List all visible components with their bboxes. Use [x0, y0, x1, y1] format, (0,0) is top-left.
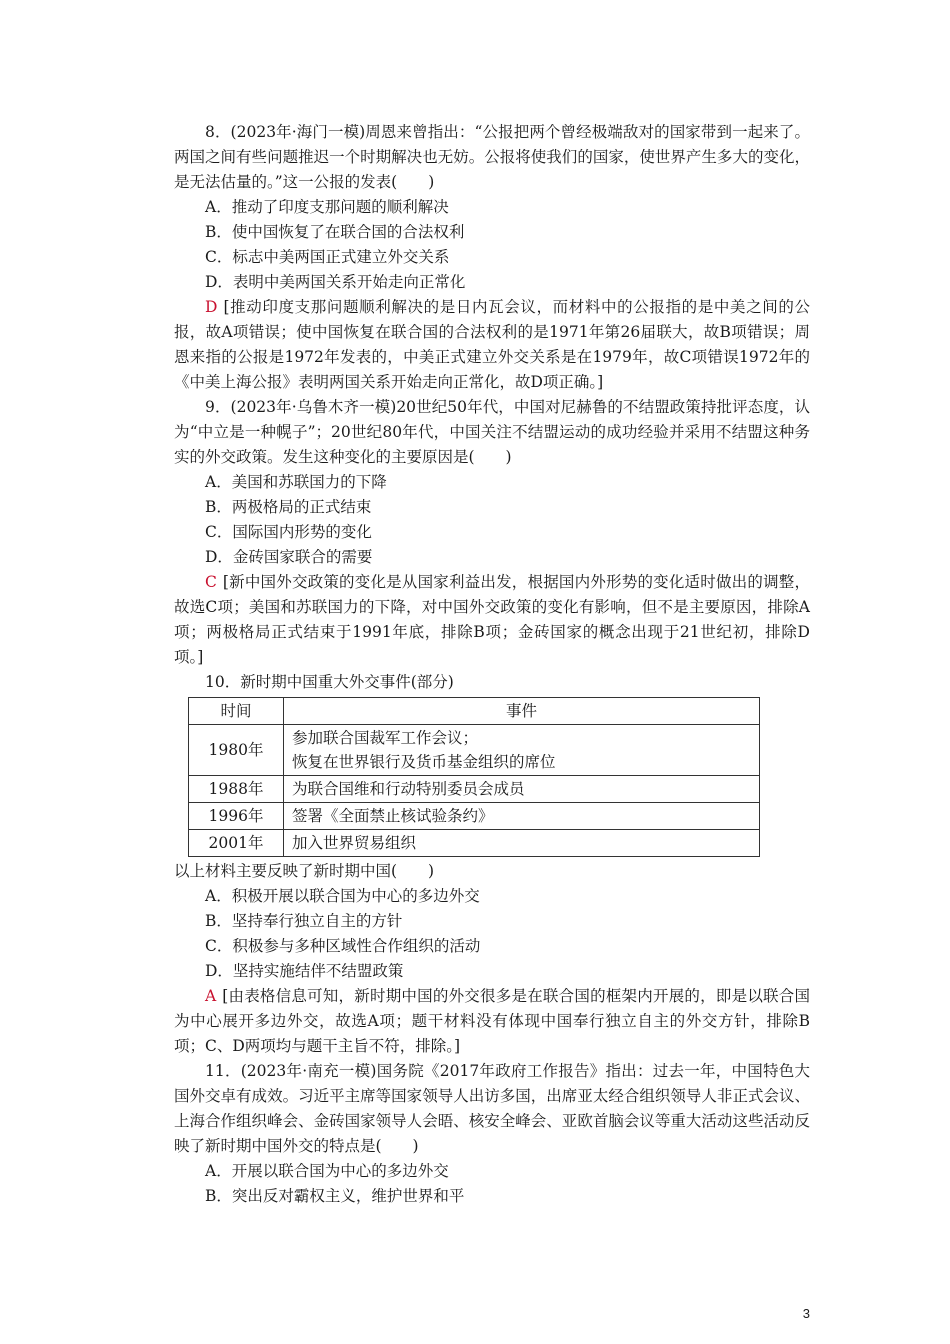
q9-answer-block	[174, 570, 810, 670]
table-cell-year: 1980年	[189, 725, 284, 776]
q9-explanation: [新中国外交政策的变化是从国家利益出发，根据国内外形势的变化适时做出的调整，故选C项；美国和苏联国力的下降，对中国外交政策的变化有影响，但不是主要原因，排除A项；两极格局正式结束于1991年底，排除B项；金砖国家的概念出现于21世纪初，排除D项。]	[174, 573, 810, 666]
q10-question: 以上材料主要反映了新时期中国( )	[174, 862, 435, 880]
q9-option-b: B．两极格局的正式结束	[205, 498, 372, 516]
table-row	[189, 803, 760, 830]
q10-option-a: A．积极开展以联合国为中心的多边外交	[205, 887, 480, 905]
q9-option-d: D．金砖国家联合的需要	[205, 548, 373, 566]
q10-option-b: B．坚持奉行独立自主的方针	[205, 912, 403, 930]
q8-explanation: [推动印度支那问题顺利解决的是日内瓦会议，而材料中的公报指的是中美之间的公报，故A项错误；使中国恢复在联合国的合法权利的是1971年第26届联大，故B项错误；周恩来指的公报是1972年发表的，中美正式建立外交关系是在1979年，故C项错误1972年的《中美上海公报》表明两国关系开始走向正常化，故D项正确。]	[174, 298, 810, 391]
document-page	[174, 120, 810, 1209]
q8-option-b: B．使中国恢复了在联合国的合法权利	[205, 223, 465, 241]
q11-option-a: A．开展以联合国为中心的多边外交	[205, 1162, 449, 1180]
table-row	[189, 830, 760, 857]
q9-answer: C	[205, 573, 217, 591]
q8-option-c: C．标志中美两国正式建立外交关系	[205, 248, 450, 266]
q10-answer: A	[205, 987, 217, 1005]
table-cell-events: 为联合国维和行动特别委员会成员	[284, 776, 760, 803]
table-cell-events: 加入世界贸易组织	[284, 830, 760, 857]
q11-option-b: B．突出反对霸权主义，维护世界和平	[205, 1187, 465, 1205]
q10-option-c: C．积极参与多种区域性合作组织的活动	[205, 937, 481, 955]
q9-option-c: C．国际国内形势的变化	[205, 523, 372, 541]
q8-option-a: A．推动了印度支那问题的顺利解决	[205, 198, 449, 216]
q10-option-d: D．坚持实施结伴不结盟政策	[205, 962, 404, 980]
event-line: 参加联合国裁军工作会议；	[292, 729, 479, 747]
table-cell-year: 1996年	[189, 803, 284, 830]
table-header-row	[189, 698, 760, 725]
q11-stem: 11．(2023年·南充一模)国务院《2017年政府工作报告》指出：过去一年，中国特色大国外交卓有成效。习近平主席等国家领导人出访多国，出席亚太经合组织领导人非正式会议、上海合作组织峰会、金砖国家领导人会晤、核安全峰会、亚欧首脑会议等重大活动这些活动反映了新时期中国外交的特点是( )	[174, 1062, 810, 1155]
q8-answer-block	[174, 295, 810, 395]
q8-answer: D	[205, 298, 218, 316]
table-cell-events	[284, 725, 760, 776]
q8-stem: 8．(2023年·海门一模)周恩来曾指出：“公报把两个曾经极端敌对的国家带到一起来了。两国之间有些问题推迟一个时期解决也无妨。公报将使我们的国家，使世界产生多大的变化，是无法估量的。”这一公报的发表( )	[174, 123, 810, 191]
q9-stem: 9．(2023年·乌鲁木齐一模)20世纪50年代，中国对尼赫鲁的不结盟政策持批评态度，认为“中立是一种幌子”；20世纪80年代，中国关注不结盟运动的成功经验并采用不结盟这种务实的外交政策。发生这种变化的主要原因是( )	[174, 398, 810, 466]
q8-option-d: D．表明中美两国关系开始走向正常化	[205, 273, 466, 291]
table-row	[189, 725, 760, 776]
q10-answer-block	[174, 984, 810, 1059]
table-cell-year: 1988年	[189, 776, 284, 803]
q9-option-a: A．美国和苏联国力的下降	[205, 473, 387, 491]
q10-events-table	[188, 697, 760, 857]
page-number: 3	[802, 1306, 810, 1321]
q10-explanation: [由表格信息可知，新时期中国的外交很多是在联合国的框架内开展的，即是以联合国为中心展开多边外交，故选A项；题干材料没有体现中国奉行独立自主的外交方针，排除B项；C、D两项均与题干主旨不符，排除。]	[174, 987, 810, 1055]
q10-stem: 10．新时期中国重大外交事件(部分)	[205, 673, 454, 691]
table-header-event: 事件	[284, 698, 760, 725]
table-header-time: 时间	[189, 698, 284, 725]
table-cell-events: 签署《全面禁止核试验条约》	[284, 803, 760, 830]
event-line: 恢复在世界银行及货币基金组织的席位	[292, 753, 556, 771]
table-row	[189, 776, 760, 803]
table-cell-year: 2001年	[189, 830, 284, 857]
